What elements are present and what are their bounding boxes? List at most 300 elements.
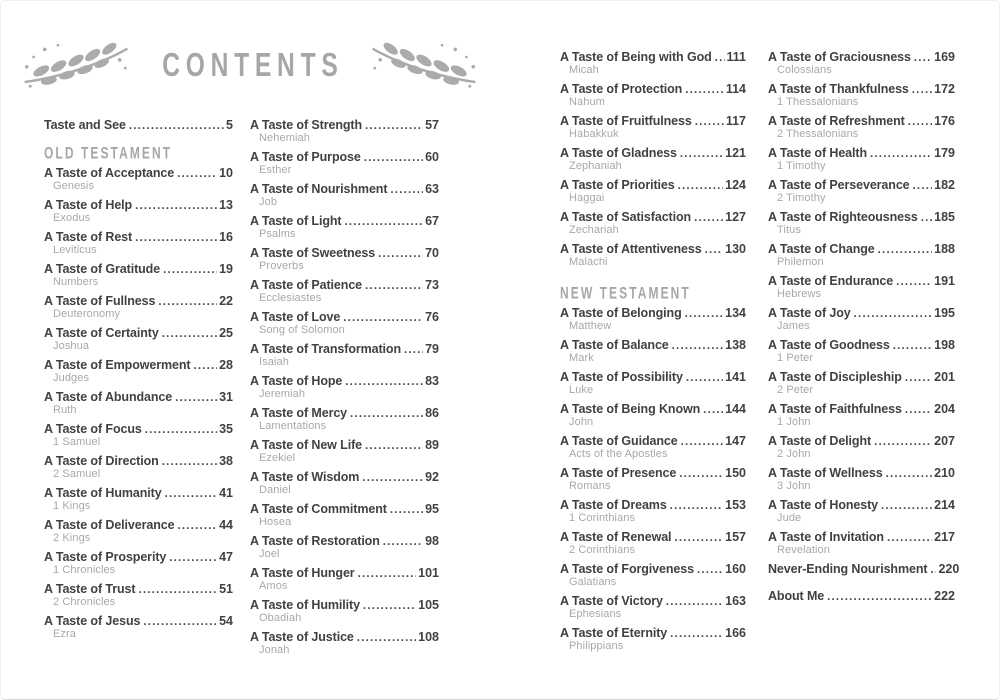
entry-page-number: 38	[219, 454, 233, 468]
entry-book-name: 2 Chronicles	[53, 596, 116, 608]
dot-leader	[681, 434, 724, 449]
toc-entry	[44, 230, 233, 262]
toc-entry	[250, 470, 439, 502]
dot-leader	[365, 438, 423, 453]
toc-entry-row	[250, 630, 439, 644]
toc-entry-row	[768, 82, 955, 96]
entry-page-number: 28	[219, 358, 233, 372]
entry-page-number: 195	[934, 306, 955, 320]
dot-leader	[921, 210, 932, 225]
entry-page-number: 179	[934, 146, 955, 160]
toc-entry	[560, 562, 746, 594]
toc-entry	[768, 562, 960, 576]
toc-entry	[250, 502, 439, 534]
toc-entry	[44, 422, 233, 454]
toc-column-1	[44, 118, 233, 646]
entry-book-name: Hebrews	[777, 288, 822, 300]
entry-book-name: Psalms	[259, 228, 296, 240]
toc-entry-row	[560, 434, 746, 448]
dot-leader	[365, 118, 423, 133]
dot-leader	[685, 82, 724, 97]
dot-leader	[870, 146, 932, 161]
entry-title: A Taste of Patience	[250, 278, 363, 292]
toc-entry-row	[560, 210, 746, 224]
entry-page-number: 67	[425, 214, 439, 228]
toc-entry	[560, 370, 746, 402]
entry-title: A Taste of Presence	[560, 466, 677, 480]
toc-entry	[768, 50, 955, 82]
entry-book-name: Judges	[53, 372, 90, 384]
toc-entry-row	[44, 294, 233, 308]
entry-title: A Taste of Fruitfulness	[560, 114, 692, 128]
dot-leader	[930, 562, 936, 577]
entry-title: A Taste of Belonging	[560, 306, 682, 320]
entry-book-name: 2 John	[777, 448, 811, 460]
toc-entry-row	[560, 178, 746, 192]
toc-entry-row	[768, 210, 955, 224]
toc-entry	[250, 150, 439, 182]
toc-entry-row	[768, 114, 955, 128]
entry-title: A Taste of Gladness	[560, 146, 677, 160]
toc-entry	[250, 246, 439, 278]
entry-book-name: Zephaniah	[569, 160, 622, 172]
entry-title: A Taste of Perseverance	[768, 178, 910, 192]
toc-entry-row	[768, 530, 955, 544]
toc-entry-row	[250, 534, 439, 548]
entry-title: A Taste of Mercy	[250, 406, 348, 420]
entry-title: A Taste of Light	[250, 214, 342, 228]
toc-entry	[560, 178, 746, 210]
entry-book-name: Hosea	[259, 516, 292, 528]
entry-title: A Taste of Eternity	[560, 626, 668, 640]
entry-title: A Taste of Satisfaction	[560, 210, 692, 224]
entry-title: A Taste of Renewal	[560, 530, 672, 544]
entry-book-name: Song of Solomon	[259, 324, 345, 336]
dot-leader	[357, 630, 416, 645]
toc-entry	[44, 294, 233, 326]
toc-entry	[768, 402, 955, 434]
toc-entry-row	[768, 242, 955, 256]
entry-title: A Taste of Restoration	[250, 534, 380, 548]
toc-entry-row	[560, 306, 746, 320]
entry-book-name: 1 Chronicles	[53, 564, 116, 576]
entry-title: A Taste of Direction	[44, 454, 159, 468]
entry-book-name: 2 Thessalonians	[777, 128, 859, 140]
entry-book-name: Amos	[259, 580, 288, 592]
dot-leader	[670, 498, 723, 513]
toc-entry	[250, 278, 439, 310]
entry-title: A Taste of Love	[250, 310, 341, 324]
dot-leader	[390, 182, 423, 197]
dot-leader	[364, 150, 423, 165]
toc-entry	[44, 518, 233, 550]
toc-entry-row	[560, 402, 746, 416]
toc-entry	[44, 550, 233, 582]
toc-entry-row	[250, 310, 439, 324]
entry-book-name: 1 Samuel	[53, 436, 101, 448]
toc-entry	[560, 306, 746, 338]
entry-title: Taste and See	[44, 118, 126, 132]
toc-entry-row	[560, 338, 746, 352]
entry-page-number: 127	[725, 210, 746, 224]
dot-leader	[697, 562, 723, 577]
toc-entry-row	[768, 466, 955, 480]
entry-title: A Taste of Faithfulness	[768, 402, 902, 416]
entry-title: A Taste of Joy	[768, 306, 851, 320]
entry-page-number: 166	[725, 626, 746, 640]
entry-book-name: Zechariah	[569, 224, 619, 236]
entry-page-number: 147	[725, 434, 746, 448]
entry-page-number: 150	[725, 466, 746, 480]
toc-entry-row	[250, 150, 439, 164]
entry-book-name: Jonah	[259, 644, 290, 656]
toc-entry-row	[250, 278, 439, 292]
toc-entry	[44, 262, 233, 294]
dot-leader	[162, 454, 217, 469]
toc-entry	[250, 598, 439, 630]
dot-leader	[685, 306, 724, 321]
toc-entry	[560, 338, 746, 370]
entry-page-number: 19	[219, 262, 233, 276]
dot-leader	[905, 370, 932, 385]
entry-page-number: 51	[219, 582, 233, 596]
entry-title: A Taste of Hunger	[250, 566, 355, 580]
dot-leader	[145, 422, 217, 437]
entry-page-number: 185	[934, 210, 955, 224]
dot-leader	[896, 274, 932, 289]
entry-title: A Taste of Honesty	[768, 498, 879, 512]
toc-entry-row	[44, 230, 233, 244]
dot-leader	[129, 118, 224, 133]
toc-entry	[250, 534, 439, 566]
toc-entry-row	[250, 566, 439, 580]
entry-book-name: Malachi	[569, 256, 608, 268]
toc-entry	[560, 498, 746, 530]
dot-leader	[886, 466, 933, 481]
entry-book-name: Acts of the Apostles	[569, 448, 668, 460]
dot-leader	[908, 114, 932, 129]
entry-book-name: Mark	[569, 352, 594, 364]
entry-book-name: 1 John	[777, 416, 811, 428]
toc-entry	[560, 114, 746, 146]
entry-page-number: 163	[725, 594, 746, 608]
dot-leader	[878, 242, 932, 257]
toc-entry-row	[768, 50, 955, 64]
section-heading-label: OLD TESTAMENT	[44, 144, 173, 163]
toc-entry	[768, 146, 955, 178]
entry-title: A Taste of Rest	[44, 230, 133, 244]
entry-title: A Taste of New Life	[250, 438, 363, 452]
toc-entry-row	[560, 370, 746, 384]
entry-title: A Taste of Forgiveness	[560, 562, 694, 576]
toc-entry-row	[44, 582, 233, 596]
entry-title: A Taste of Empowerment	[44, 358, 191, 372]
dot-leader	[854, 306, 932, 321]
entry-page-number: 160	[725, 562, 746, 576]
entry-title: A Taste of Help	[44, 198, 133, 212]
entry-title: A Taste of Prosperity	[44, 550, 167, 564]
entry-book-name: Ephesians	[569, 608, 622, 620]
toc-entry	[768, 370, 955, 402]
dot-leader	[165, 486, 218, 501]
entry-book-name: Luke	[569, 384, 594, 396]
entry-title: A Taste of Focus	[44, 422, 142, 436]
entry-title: A Taste of Deliverance	[44, 518, 175, 532]
dot-leader	[344, 214, 423, 229]
toc-entry	[768, 589, 955, 603]
entry-page-number: 25	[219, 326, 233, 340]
toc-entry-row	[250, 470, 439, 484]
toc-entry	[560, 626, 746, 658]
entry-book-name: 3 John	[777, 480, 811, 492]
laurel-branch-right-icon	[368, 39, 480, 94]
entry-page-number: 130	[725, 242, 746, 256]
toc-entry-row	[560, 562, 746, 576]
toc-entry-row	[768, 370, 955, 384]
toc-entry	[768, 338, 955, 370]
entry-title: A Taste of Purpose	[250, 150, 361, 164]
entry-book-name: Micah	[569, 64, 599, 76]
entry-title: A Taste of Attentiveness	[560, 242, 702, 256]
entry-title: A Taste of Humility	[250, 598, 360, 612]
dot-leader	[343, 310, 423, 325]
toc-entry-row	[44, 486, 233, 500]
toc-entry-row	[560, 530, 746, 544]
entry-title: A Taste of Abundance	[44, 390, 173, 404]
entry-title: A Taste of Health	[768, 146, 868, 160]
entry-page-number: 176	[934, 114, 955, 128]
entry-title: A Taste of Thankfulness	[768, 82, 909, 96]
entry-title: A Taste of Goodness	[768, 338, 890, 352]
toc-entry-row	[768, 178, 955, 192]
entry-book-name: Esther	[259, 164, 292, 176]
entry-title: A Taste of Discipleship	[768, 370, 902, 384]
dot-leader	[135, 198, 217, 213]
toc-entry-row	[44, 118, 233, 132]
entry-book-name: 1 Corinthians	[569, 512, 636, 524]
entry-title: A Taste of Certainty	[44, 326, 159, 340]
entry-title: A Taste of Possibility	[560, 370, 683, 384]
toc-entry	[768, 530, 955, 562]
dot-leader	[358, 566, 417, 581]
entry-book-name: 2 Kings	[53, 532, 91, 544]
dot-leader	[363, 598, 416, 613]
toc-entry	[44, 198, 233, 230]
toc-entry	[250, 566, 439, 598]
toc-entry	[44, 486, 233, 518]
toc-entry-row	[44, 198, 233, 212]
entry-page-number: 220	[938, 562, 960, 576]
entry-title: A Taste of Being with God	[560, 50, 712, 64]
entry-title: A Taste of Commitment	[250, 502, 387, 516]
section-heading	[44, 145, 233, 161]
dot-leader	[350, 406, 423, 421]
toc-entry	[560, 82, 746, 114]
toc-entry	[250, 182, 439, 214]
dot-leader	[143, 614, 217, 629]
entry-page-number: 41	[219, 486, 233, 500]
entry-page-number: 86	[425, 406, 439, 420]
section-heading	[560, 285, 746, 301]
entry-title: A Taste of Fullness	[44, 294, 156, 308]
entry-book-name: John	[569, 416, 594, 428]
entry-title: A Taste of Humanity	[44, 486, 162, 500]
entry-title: About Me	[768, 589, 825, 603]
toc-entry	[560, 146, 746, 178]
toc-entry-row	[250, 502, 439, 516]
entry-page-number: 10	[219, 166, 233, 180]
entry-book-name: Joel	[259, 548, 280, 560]
entry-page-number: 44	[219, 518, 233, 532]
contents-header	[40, 34, 460, 98]
dot-leader	[404, 342, 423, 357]
entry-title: A Taste of Nourishment	[250, 182, 388, 196]
entry-page-number: 207	[934, 434, 955, 448]
entry-page-number: 157	[725, 530, 746, 544]
toc-entry-row	[560, 50, 746, 64]
entry-page-number: 144	[725, 402, 746, 416]
dot-leader	[678, 178, 724, 193]
toc-entry	[560, 434, 746, 466]
entry-book-name: Numbers	[53, 276, 99, 288]
dot-leader	[827, 589, 932, 604]
toc-entry	[560, 594, 746, 626]
toc-entry-row	[250, 246, 439, 260]
entry-page-number: 54	[219, 614, 233, 628]
toc-entry	[768, 210, 955, 242]
entry-book-name: Ezra	[53, 628, 77, 640]
entry-title: A Taste of Transformation	[250, 342, 401, 356]
entry-page-number: 89	[425, 438, 439, 452]
toc-entry	[768, 466, 955, 498]
entry-book-name: Jeremiah	[259, 388, 306, 400]
toc-entry	[250, 630, 439, 662]
entry-title: A Taste of Wellness	[768, 466, 883, 480]
entry-page-number: 101	[418, 566, 439, 580]
dot-leader	[887, 530, 932, 545]
entry-title: A Taste of Refreshment	[768, 114, 905, 128]
page-title: CONTENTS	[162, 46, 344, 84]
entry-book-name: 2 Timothy	[777, 192, 826, 204]
dot-leader	[705, 242, 724, 257]
toc-entry-row	[44, 262, 233, 276]
entry-book-name: Lamentations	[259, 420, 327, 432]
toc-entry-row	[560, 146, 746, 160]
dot-leader	[893, 338, 932, 353]
toc-entry-row	[560, 498, 746, 512]
entry-title: A Taste of Acceptance	[44, 166, 175, 180]
toc-entry-row	[560, 82, 746, 96]
toc-entry	[250, 438, 439, 470]
entry-title: A Taste of Dreams	[560, 498, 667, 512]
dot-leader	[881, 498, 932, 513]
dot-leader	[378, 246, 423, 261]
dot-leader	[135, 230, 217, 245]
entry-page-number: 201	[934, 370, 955, 384]
toc-entry	[768, 242, 955, 274]
dot-leader	[383, 534, 423, 549]
toc-entry-row	[44, 454, 233, 468]
entry-page-number: 57	[425, 118, 439, 132]
toc-entry-row	[768, 589, 955, 603]
entry-page-number: 79	[425, 342, 439, 356]
entry-book-name: Galatians	[569, 576, 617, 588]
entry-book-name: 2 Peter	[777, 384, 814, 396]
toc-entry-row	[44, 166, 233, 180]
toc-column-4	[768, 50, 960, 616]
toc-entry-row	[250, 182, 439, 196]
dot-leader	[193, 358, 217, 373]
dot-leader	[680, 146, 723, 161]
toc-entry-row	[250, 406, 439, 420]
entry-page-number: 16	[219, 230, 233, 244]
toc-entry	[44, 582, 233, 614]
toc-entry-row	[44, 614, 233, 628]
entry-book-name: Romans	[569, 480, 611, 492]
dot-leader	[672, 338, 723, 353]
toc-entry-row	[768, 338, 955, 352]
dot-leader	[912, 82, 932, 97]
dot-leader	[178, 518, 218, 533]
entry-book-name: Job	[259, 196, 278, 208]
entry-page-number: 188	[934, 242, 955, 256]
entry-book-name: Matthew	[569, 320, 612, 332]
entry-page-number: 98	[425, 534, 439, 548]
entry-page-number: 114	[725, 82, 746, 96]
entry-page-number: 210	[934, 466, 955, 480]
entry-page-number: 117	[725, 114, 746, 128]
entry-page-number: 198	[934, 338, 955, 352]
toc-entry-row	[560, 594, 746, 608]
toc-entry-row	[250, 374, 439, 388]
entry-title: A Taste of Protection	[560, 82, 683, 96]
entry-title: A Taste of Wisdom	[250, 470, 360, 484]
toc-entry-row	[768, 402, 955, 416]
dot-leader	[175, 390, 217, 405]
entry-book-name: Philippians	[569, 640, 624, 652]
toc-entry	[44, 326, 233, 358]
dot-leader	[177, 166, 217, 181]
dot-leader	[345, 374, 423, 389]
entry-book-name: Jude	[777, 512, 802, 524]
entry-title: A Taste of Righteousness	[768, 210, 918, 224]
entry-book-name: Revelation	[777, 544, 830, 556]
toc-entry-row	[250, 598, 439, 612]
toc-entry-row	[768, 562, 960, 576]
entry-title: A Taste of Priorities	[560, 178, 675, 192]
dot-leader	[674, 530, 723, 545]
entry-page-number: 111	[726, 50, 746, 64]
dot-leader	[169, 550, 217, 565]
entry-page-number: 35	[219, 422, 233, 436]
entry-title: Never-Ending Nourishment	[768, 562, 928, 576]
toc-entry-row	[250, 342, 439, 356]
toc-entry	[560, 402, 746, 434]
dot-leader	[362, 470, 423, 485]
toc-entry-row	[44, 326, 233, 340]
dot-leader	[679, 466, 723, 481]
entry-title: A Taste of Balance	[560, 338, 669, 352]
entry-title: A Taste of Invitation	[768, 530, 884, 544]
dot-leader	[138, 582, 217, 597]
entry-title: A Taste of Being Known	[560, 402, 701, 416]
entry-page-number: 217	[934, 530, 955, 544]
entry-book-name: Philemon	[777, 256, 824, 268]
dot-leader	[715, 50, 725, 65]
entry-page-number: 204	[934, 402, 955, 416]
entry-page-number: 83	[425, 374, 439, 388]
entry-page-number: 169	[934, 50, 955, 64]
